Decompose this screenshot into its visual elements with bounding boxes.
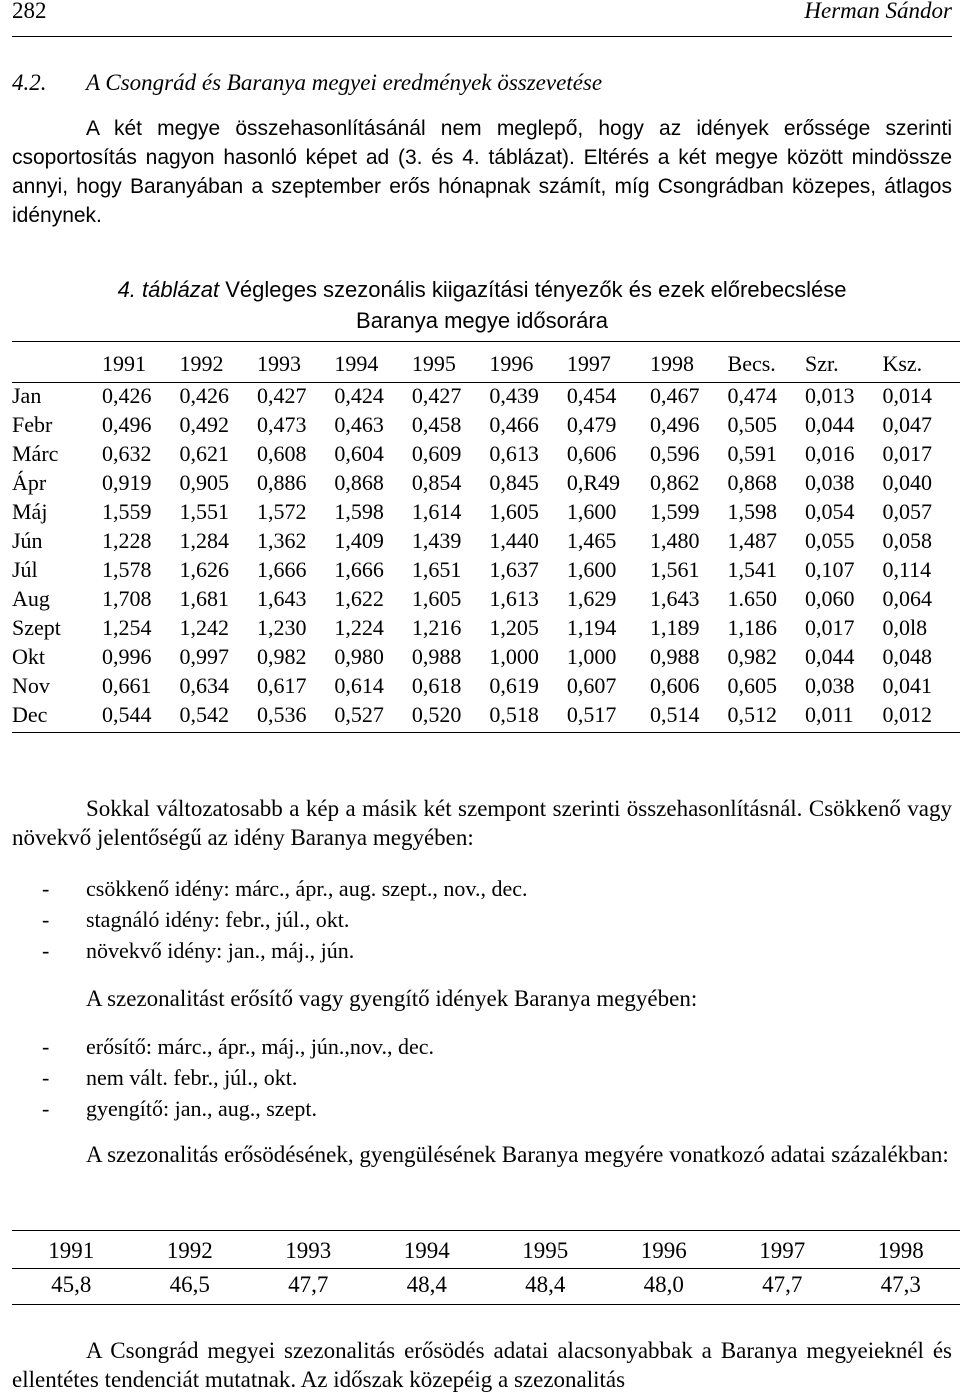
table-cell: 1,228 <box>102 527 152 553</box>
table-cell: 1,598 <box>727 498 778 524</box>
month-label: Febr <box>12 411 53 437</box>
pct-value-cell: 48,0 <box>643 1272 684 1297</box>
table-cell: 0,012 <box>882 701 932 727</box>
table-cell: 0,868 <box>727 469 778 495</box>
table-cell: 0,017 <box>882 440 932 466</box>
table-cell: 0,518 <box>489 701 539 727</box>
month-label: Okt <box>12 643 45 669</box>
running-header-author: Herman Sándor <box>804 0 952 23</box>
table-cell: 0,997 <box>179 643 229 669</box>
table-cell: 0,466 <box>489 411 539 437</box>
trend-list-item: - stagnáló idény: febr., júl., okt. <box>12 904 952 935</box>
table4-bottom-rule <box>12 732 960 733</box>
table4-caption-text: Végleges szezonális kiigazítási tényezők és ezek előrebecslése <box>225 277 847 302</box>
table4-column-header: Becs. <box>727 351 776 376</box>
table4-corner-cell <box>12 347 102 381</box>
table-cell: 0,634 <box>179 672 229 698</box>
month-label: Júl <box>12 556 38 582</box>
table-cell: 0,057 <box>882 498 932 524</box>
table-row <box>12 700 960 729</box>
table-cell: 0,988 <box>650 643 700 669</box>
pct-value-cell: 47,3 <box>880 1272 921 1297</box>
month-label: Nov <box>12 672 50 698</box>
table-cell: 1,541 <box>727 556 778 582</box>
table-cell: 1,362 <box>256 527 307 553</box>
table-cell: 0,060 <box>804 585 855 611</box>
pct-value-cell: 48,4 <box>406 1272 447 1297</box>
table-cell: 0,982 <box>256 643 307 669</box>
comparison-paragraph: Sokkal változatosabb a kép a másik két szempont szerinti összehasonlításnál. Csökkenő vagy növekvő jelentőségű az idény Baranya megyében: <box>12 796 952 850</box>
table-cell: 1,613 <box>489 585 539 611</box>
table-cell: 1,651 <box>411 556 462 582</box>
table-cell: 0,496 <box>102 411 152 437</box>
table-cell: 0,496 <box>650 411 700 437</box>
table-cell: 0,454 <box>566 382 617 408</box>
table4-column-header: Ksz. <box>882 351 923 376</box>
table-cell: 0,016 <box>804 440 855 466</box>
table-cell: 1,578 <box>102 556 152 582</box>
table-cell: 1,600 <box>566 556 617 582</box>
month-label: Aug <box>12 585 50 611</box>
table-cell: 1,561 <box>650 556 700 582</box>
amplify-list-item: - gyengítő: jan., aug., szept. <box>12 1093 952 1124</box>
table-cell: 0,427 <box>411 382 462 408</box>
table-row <box>12 381 960 410</box>
page-number: 282 <box>12 0 47 23</box>
table-cell: 0,608 <box>256 440 307 466</box>
table-cell: 1,572 <box>256 498 307 524</box>
table-cell: 0,044 <box>804 411 855 437</box>
table-cell: 1,666 <box>256 556 307 582</box>
table-cell: 1,487 <box>727 527 778 553</box>
table-cell: 0,996 <box>102 643 152 669</box>
table-cell: 0,605 <box>727 672 778 698</box>
table-cell: 0,505 <box>727 411 778 437</box>
table-cell: 0,980 <box>334 643 384 669</box>
table-cell: 0,517 <box>566 701 617 727</box>
table-cell: 0,463 <box>334 411 384 437</box>
pct-year-cell: 1994 <box>403 1238 450 1263</box>
table-cell: 0,R49 <box>566 469 620 495</box>
table-cell: 0,618 <box>411 672 462 698</box>
table-cell: 0,0l8 <box>882 614 928 640</box>
table-cell: 1,186 <box>727 614 778 640</box>
table4-column-header: Szr. <box>804 351 839 376</box>
table-row <box>12 439 960 468</box>
month-label: Jún <box>12 527 43 553</box>
table-cell: 1,254 <box>102 614 152 640</box>
table-cell: 0,606 <box>650 672 700 698</box>
table-cell: 1,643 <box>256 585 307 611</box>
table-cell: 0,596 <box>650 440 700 466</box>
amplify-list-item: - erősítő: márc., ápr., máj., jún.,nov., dec. <box>12 1031 952 1062</box>
table-row <box>12 555 960 584</box>
table-cell: 0,614 <box>334 672 384 698</box>
table-cell: 0,661 <box>102 672 152 698</box>
table-row <box>12 671 960 700</box>
table-cell: 0,474 <box>727 382 778 408</box>
table-cell: 1,194 <box>566 614 617 640</box>
table-cell: 1,626 <box>179 556 229 582</box>
table4-header-rule <box>12 382 960 383</box>
table-cell: 0,044 <box>804 643 855 669</box>
table-cell: 1,242 <box>179 614 229 640</box>
pct-year-cell: 1996 <box>640 1238 687 1263</box>
table4-column-header: 1998 <box>650 351 695 376</box>
table-cell: 0,606 <box>566 440 617 466</box>
table-cell: 1,224 <box>334 614 384 640</box>
table4-top-rule <box>12 341 960 342</box>
table-cell: 0,064 <box>882 585 932 611</box>
table-cell: 0,988 <box>411 643 462 669</box>
table-cell: 1,598 <box>334 498 384 524</box>
table-cell: 0,040 <box>882 469 932 495</box>
table-cell: 0,527 <box>334 701 384 727</box>
section-number: 4.2. <box>12 70 47 95</box>
table-cell: 1,605 <box>411 585 462 611</box>
table-row <box>12 584 960 613</box>
pct-value-row <box>12 1268 960 1302</box>
table-cell: 1,000 <box>489 643 539 669</box>
amplify-paragraph: A szezonalitást erősítő vagy gyengítő idények Baranya megyében: <box>86 986 698 1011</box>
table-cell: 0,426 <box>102 382 152 408</box>
table-cell: 1,000 <box>566 643 617 669</box>
pct-year-cell: 1992 <box>166 1238 213 1263</box>
table-cell: 1,708 <box>102 585 152 611</box>
table-cell: 0,544 <box>102 701 152 727</box>
table-cell: 1,439 <box>411 527 462 553</box>
table4-column-header: 1991 <box>102 351 146 376</box>
table-cell: 0,520 <box>411 701 462 727</box>
table-cell: 0,038 <box>804 469 855 495</box>
pct-value-cell: 47,7 <box>288 1272 329 1297</box>
pct-value-cell: 45,8 <box>51 1272 92 1297</box>
table-cell: 0,919 <box>102 469 152 495</box>
table4-caption-label: 4. táblázat <box>117 277 220 302</box>
table-cell: 0,048 <box>882 643 932 669</box>
table-row <box>12 526 960 555</box>
month-label: Szept <box>12 614 61 640</box>
pct-year-row <box>12 1234 960 1268</box>
pct-table-top-rule <box>12 1230 960 1231</box>
table-row <box>12 468 960 497</box>
table-cell: 0,426 <box>179 382 229 408</box>
table-cell: 1,189 <box>650 614 700 640</box>
table-cell: 1,440 <box>489 527 539 553</box>
table-cell: 1,230 <box>256 614 307 640</box>
table-cell: 0,845 <box>489 469 539 495</box>
table-cell: 0,862 <box>650 469 700 495</box>
table-cell: 0,514 <box>650 701 700 727</box>
table-cell: 1,409 <box>334 527 384 553</box>
pct-table-mid-rule <box>12 1268 960 1269</box>
table-cell: 1,622 <box>334 585 384 611</box>
amplify-list <box>12 1031 952 1124</box>
table-cell: 0,041 <box>882 672 932 698</box>
table-cell: 0,613 <box>489 440 539 466</box>
percent-intro-paragraph: A szezonalitás erősödésének, gyengülésének Baranya megyére vonatkozó adatai százalékban: <box>86 1142 949 1167</box>
table4-column-header: 1992 <box>179 351 224 376</box>
pct-year-cell: 1998 <box>877 1238 924 1263</box>
seasonal-factors-table <box>12 347 960 729</box>
table-cell: 0,047 <box>882 411 932 437</box>
table4-column-header: 1993 <box>256 351 301 376</box>
table-cell: 1,637 <box>489 556 539 582</box>
table-cell: 1,284 <box>179 527 229 553</box>
table-cell: 0,114 <box>882 556 932 582</box>
table-cell: 0,467 <box>650 382 700 408</box>
table-cell: 1,666 <box>334 556 384 582</box>
table-cell: 0,982 <box>727 643 778 669</box>
table4-header-row <box>12 347 960 381</box>
table-cell: 1,480 <box>650 527 700 553</box>
table-cell: 1,605 <box>489 498 539 524</box>
table4-column-header: 1995 <box>411 351 456 376</box>
pct-table-bottom-rule <box>12 1304 960 1305</box>
table-cell: 0,017 <box>804 614 855 640</box>
pct-value-cell: 46,5 <box>169 1272 210 1297</box>
table-row <box>12 613 960 642</box>
table-cell: 0,607 <box>566 672 617 698</box>
table-cell: 0,512 <box>727 701 778 727</box>
table-cell: 0,014 <box>882 382 932 408</box>
pct-value-cell: 48,4 <box>525 1272 566 1297</box>
table-cell: 0,632 <box>102 440 152 466</box>
table-cell: 1,559 <box>102 498 152 524</box>
table4-caption-line2: Baranya megye idősorára <box>356 308 608 333</box>
table-cell: 0,591 <box>727 440 778 466</box>
trend-list <box>12 873 952 966</box>
table-cell: 0,886 <box>256 469 307 495</box>
trend-list-item: - növekvő idény: jan., máj., jún. <box>12 935 952 966</box>
table-cell: 0,621 <box>179 440 229 466</box>
table-cell: 0,107 <box>804 556 855 582</box>
table-cell: 0,424 <box>334 382 384 408</box>
pct-year-cell: 1991 <box>48 1238 95 1263</box>
intro-paragraph: A két megye összehasonlításánál nem meglepő, hogy az idények erőssége szerinti csoportosítás nagyon hasonló képet ad (3. és 4. táblázat). Eltérés a két megye között mindössze annyi, hogy Baranyában a szeptember erős hónapnak számít, míg Csongrádban közepes, átlagos idénynek. <box>12 117 952 227</box>
pct-year-cell: 1993 <box>285 1238 332 1263</box>
table-cell: 1,629 <box>566 585 617 611</box>
table-cell: 0,854 <box>411 469 462 495</box>
table-cell: 0,038 <box>804 672 855 698</box>
month-label: Jan <box>12 382 42 408</box>
amplify-list-item: - nem vált. febr., júl., okt. <box>12 1062 952 1093</box>
table-cell: 0,868 <box>334 469 384 495</box>
table-cell: 0,492 <box>179 411 229 437</box>
table4-caption <box>12 274 952 336</box>
table-cell: 1,465 <box>566 527 617 553</box>
table-cell: 0,054 <box>804 498 855 524</box>
table-cell: 1.650 <box>727 585 778 611</box>
table-row <box>12 410 960 439</box>
month-label: Márc <box>12 440 59 466</box>
month-label: Dec <box>12 701 48 727</box>
table-cell: 1,643 <box>650 585 700 611</box>
table-cell: 1,551 <box>179 498 229 524</box>
table-cell: 1,600 <box>566 498 617 524</box>
table-cell: 0,439 <box>489 382 539 408</box>
pct-year-cell: 1997 <box>759 1238 806 1263</box>
table-cell: 1,205 <box>489 614 539 640</box>
table-cell: 0,013 <box>804 382 855 408</box>
table-cell: 0,011 <box>804 701 854 727</box>
table-cell: 0,604 <box>334 440 384 466</box>
table4-column-header: 1994 <box>334 351 379 376</box>
section-heading <box>12 70 602 96</box>
table-cell: 0,058 <box>882 527 932 553</box>
section-title: A Csongrád és Baranya megyei eredmények összevetése <box>86 70 603 95</box>
table-cell: 1,681 <box>179 585 229 611</box>
month-label: Ápr <box>12 469 47 495</box>
table-cell: 1,614 <box>411 498 462 524</box>
pct-year-cell: 1995 <box>522 1238 569 1263</box>
table4-column-header: 1997 <box>566 351 611 376</box>
table-cell: 1,216 <box>411 614 462 640</box>
closing-paragraph: A Csongrád megyei szezonalitás erősödés adatai alacsonyabbak a Baranya megyeieknél és ellentétes tendenciát mutatnak. Az időszak közepéig a szezonalitás <box>12 1338 952 1392</box>
table-cell: 1,599 <box>650 498 700 524</box>
trend-list-item: - csökkenő idény: márc., ápr., aug. szept., nov., dec. <box>12 873 952 904</box>
table4-column-header: 1996 <box>489 351 534 376</box>
pct-value-cell: 47,7 <box>762 1272 803 1297</box>
table-cell: 0,542 <box>179 701 229 727</box>
header-rule <box>12 36 952 37</box>
month-label: Máj <box>12 498 48 524</box>
table-cell: 0,609 <box>411 440 462 466</box>
table-cell: 0,536 <box>256 701 307 727</box>
table-cell: 0,458 <box>411 411 462 437</box>
table-cell: 0,619 <box>489 672 539 698</box>
table-cell: 0,055 <box>804 527 855 553</box>
table-cell: 0,473 <box>256 411 307 437</box>
table-cell: 0,427 <box>256 382 307 408</box>
table-cell: 0,479 <box>566 411 617 437</box>
table-row <box>12 497 960 526</box>
table-cell: 0,617 <box>256 672 307 698</box>
table-row <box>12 642 960 671</box>
table-cell: 0,905 <box>179 469 229 495</box>
